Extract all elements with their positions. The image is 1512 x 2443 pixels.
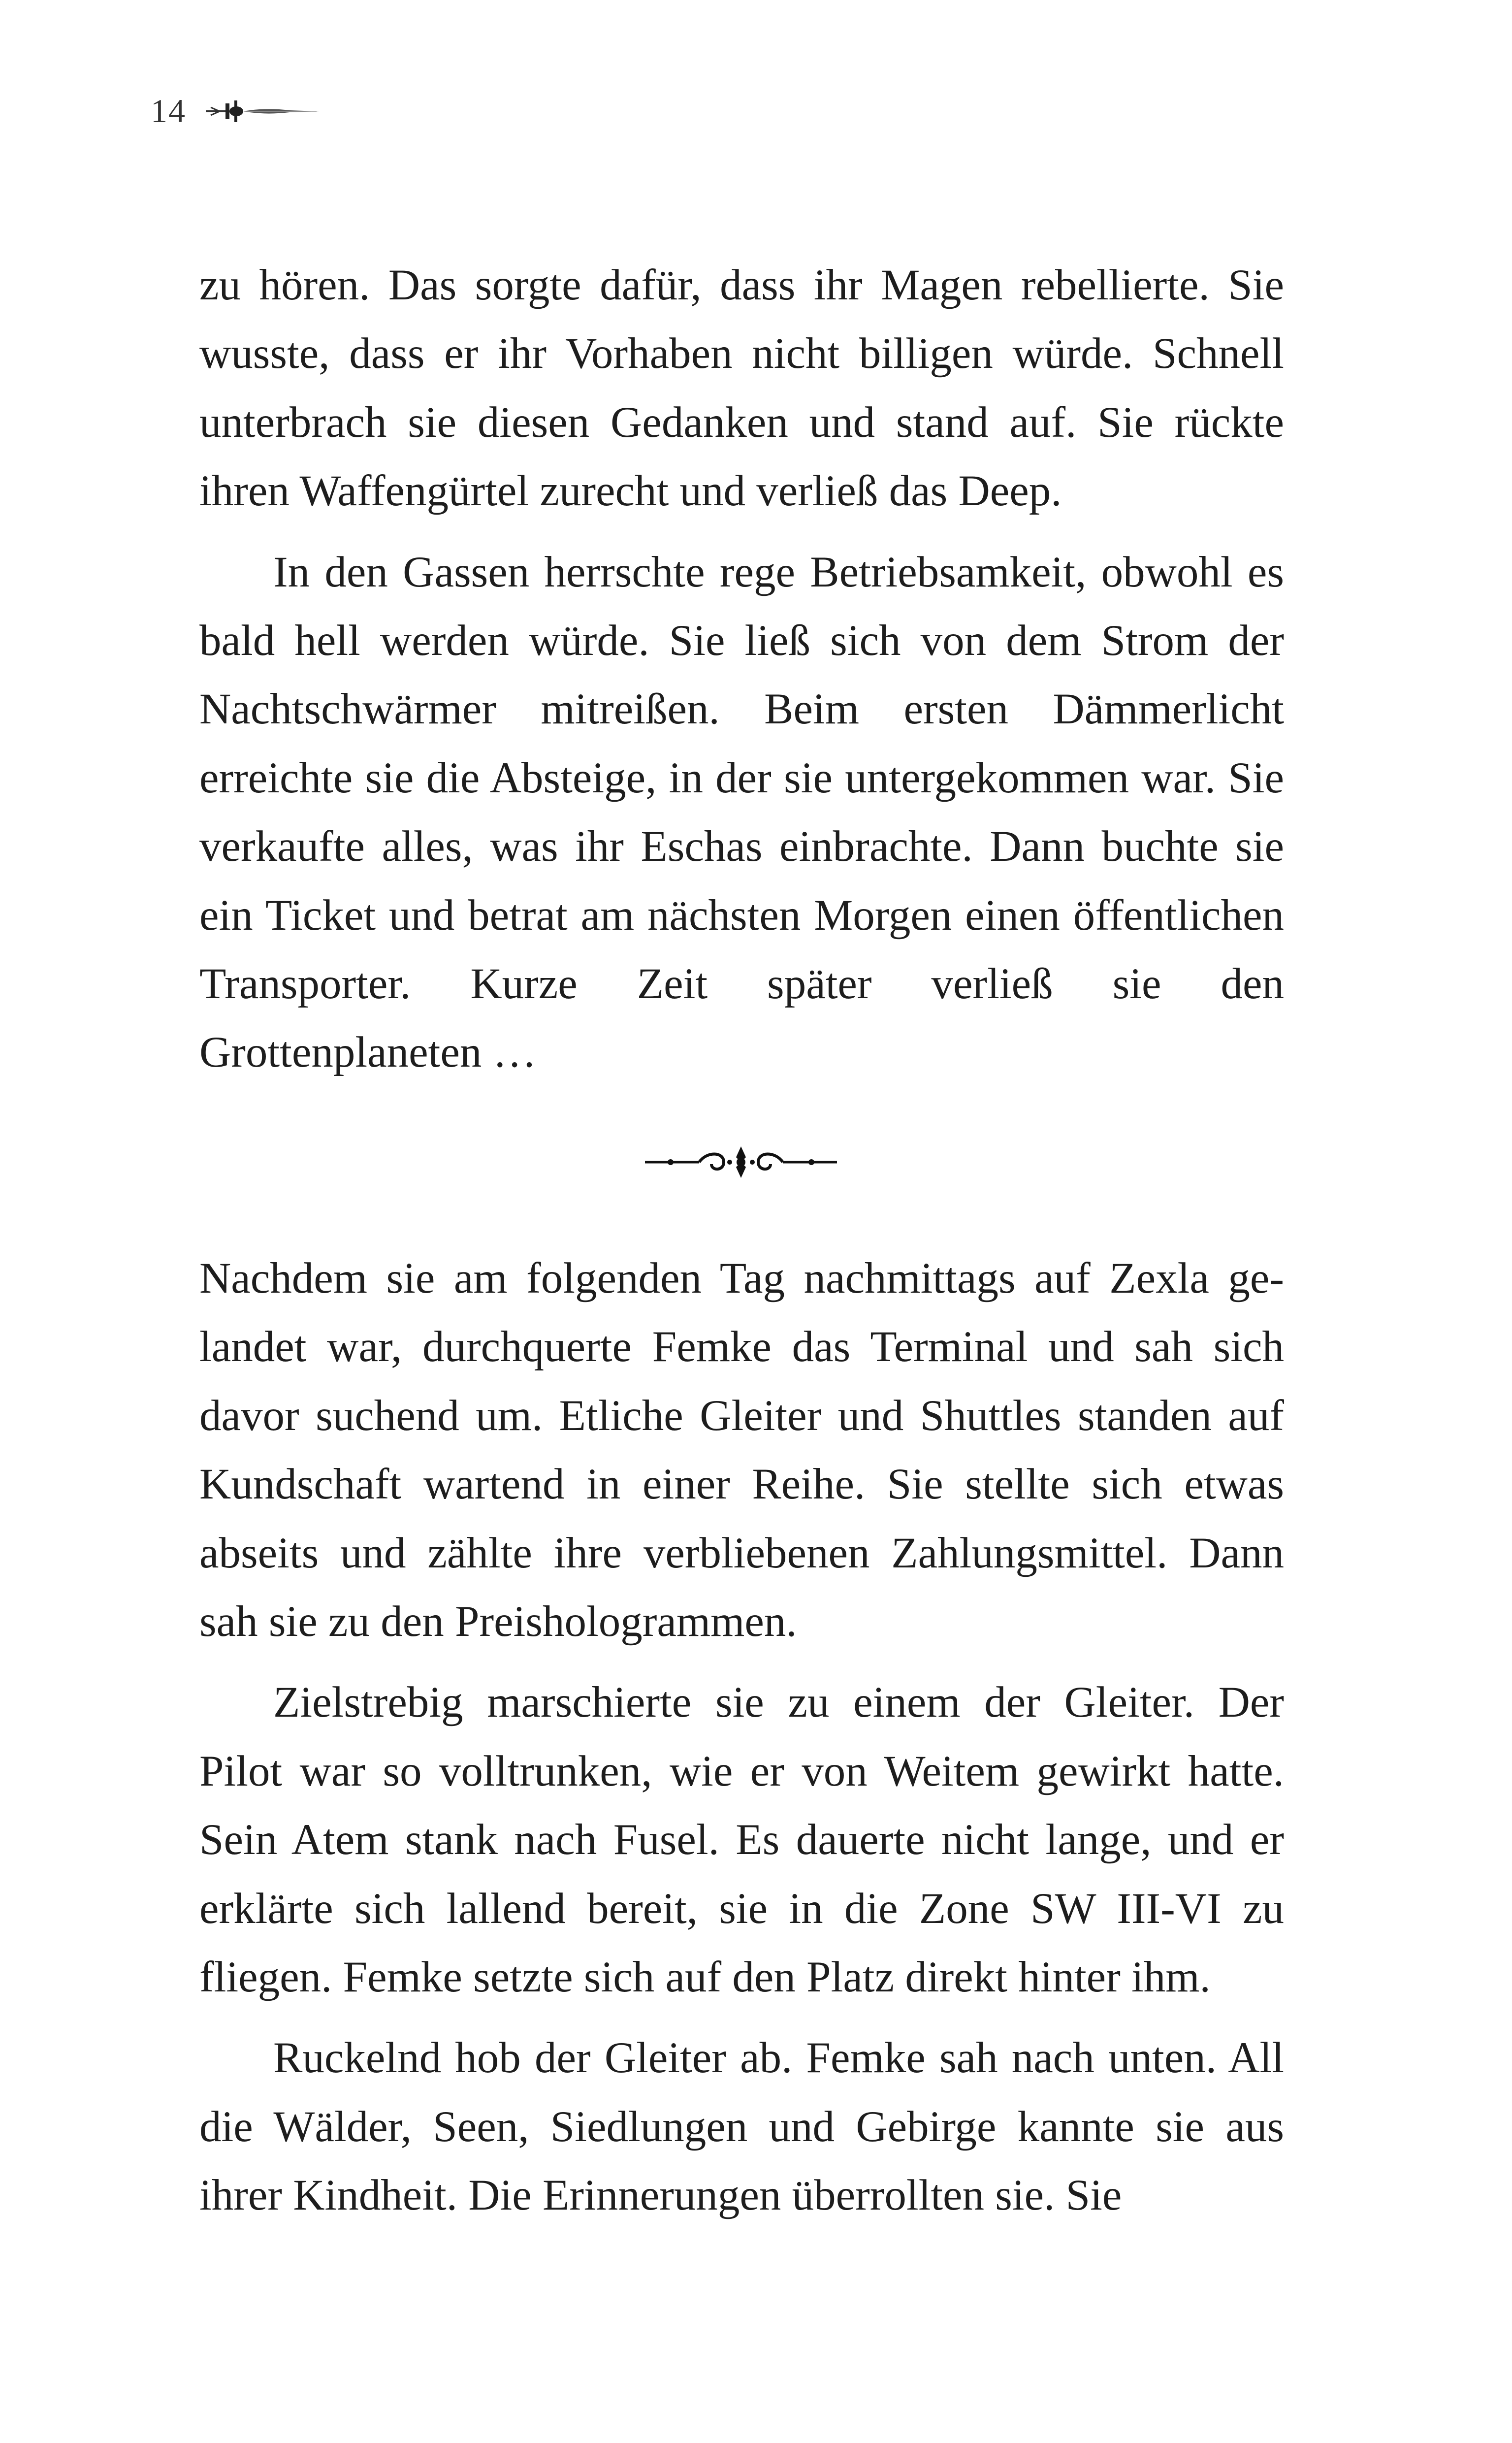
running-head xyxy=(151,92,319,130)
text-block-1 xyxy=(199,251,1284,1087)
paragraph: Ruckelnd hob der Gleiter ab. Femke sah nach unten. All die Wälder, Seen, Siedlungen und Gebirge kannte sie aus ihrer Kindheit. Die Erinnerungen überrollten sie. Sie xyxy=(199,2034,1284,2220)
text-block-2 xyxy=(199,1244,1284,2230)
paragraph: zu hören. Das sorgte dafür, dass ihr Magen rebellierte. Sie wusste, dass er ihr Vorhaben nicht billigen würde. Schnell unterbrach sie diesen Gedanken und stand auf. Sie rückte ihren Waffengürtel zurecht und verließ das Deep. xyxy=(199,261,1284,516)
paragraph: In den Gassen herrschte rege Betriebsamkeit, obwohl es bald hell werden würde. Sie ließ sich von dem Strom der Nachtschwärmer mitreißen. Beim ersten Dämmerlicht erreichte sie die Absteige, in der sie untergekommen war. Sie verkaufte alles, was ihr Eschas einbrachte. Dann buchte sie ein Ticket und betrat am nächsten Morgen einen öffentlichen Transporter. Kurze Zeit später verließ sie den Grottenplaneten … xyxy=(199,548,1284,1077)
page-number: 14 xyxy=(151,92,186,130)
dagger-icon xyxy=(206,97,319,126)
paragraph: Zielstrebig marschierte sie zu einem der Gleiter. Der Pilot war so volltrunken, wie er von Weitem gewirkt hatte. Sein Atem stank nach Fusel. Es dauerte nicht lange, und er erklärte sich lallend bereit, sie in die Zone SW III-VI zu fliegen. Femke setzte sich auf den Platz direkt hinter ihm. xyxy=(199,1678,1284,2002)
paragraph: Nachdem sie am folgenden Tag nachmittags auf Zexla gelandet war, durchquerte Femke das Terminal und sah sich davor suchend um. Etliche Gleiter und Shuttles standen auf Kundschaft wartend in einer Reihe. Sie stellte sich etwas abseits und zählte ihre verbliebenen Zahlungsmittel. Dann sah sie zu den Preishologrammen. xyxy=(199,1254,1284,1646)
fleuron-icon xyxy=(645,1142,837,1182)
